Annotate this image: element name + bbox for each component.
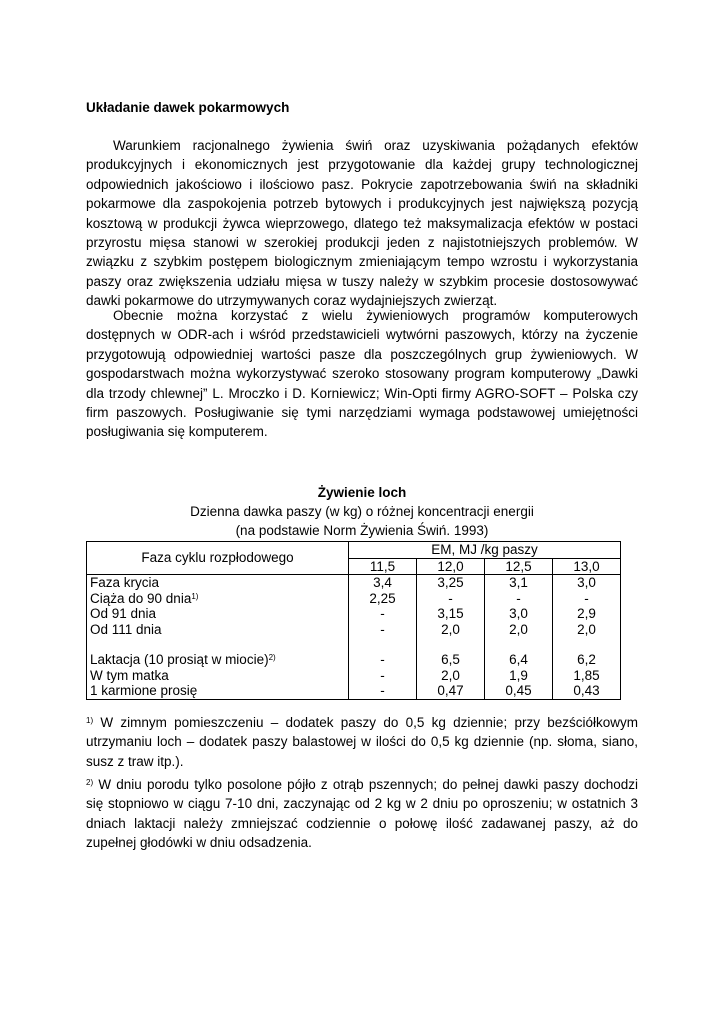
energy-group-header: EM, MJ /kg paszy [349, 542, 621, 559]
phase-column-header: Faza cyklu rozpłodowego [87, 542, 349, 575]
feeding-table [86, 541, 621, 700]
row-label: Ciąża do 90 dnia [90, 590, 192, 606]
paragraph-intro: Warunkiem racjonalnego żywienia świń oraz uzyskiwania pożądanych efektów produkcyjnych i ekonomicznych jest przygotowanie dla każdej grupy technologicznej odpowiednich jakościowo i ilościowo pasz. Pokrycie zapotrzebowania świń na składniki pokarmowe dla zaspokojenia potrzeb bytowych i produkcyjnych jest największą pozycją kosztową w produkcji żywca wieprzowego, dlatego też maksymalizacja efektów w postaci przyrostu mięsa stanowi w szerokiej produkcji jeden z najistotniejszych problemów. W związku z szybkim postępem biologicznym zmieniającym tempo wzrostu i wykorzystania paszy oraz zwiększenia udziału mięsa w tuszy należy w szybkim procesie dostosowywać dawki pokarmowe do utrzymywanych coraz wydajniejszych zwierząt. [86, 138, 638, 309]
footnote-text: W dniu porodu tylko posolone pójło z otrąb pszennych; do pełnej dawki paszy dochodzi się stopniowo w ciągu 7-10 dni, zaczynając od 2 kg w 2 dniu po oproszeniu; w ostatnich 3 dniach laktacji należy zmniejszać codziennie o połowę ilość zadawanej paszy, aż do zupełnej głodówki w dniu odsadzenia. [86, 777, 638, 851]
footnote-ref: 1) [191, 591, 199, 601]
table-subtitle: Dzienna dawka paszy (w kg) o różnej koncentracji energii [190, 504, 534, 519]
footnote-text: W zimnym pomieszczeniu – dodatek paszy do 0,5 kg dziennie; przy bezściółkowym utrzymaniu loch – dodatek paszy balastowej w ilości do 0,5 kg dziennie (np. słoma, siano, susz z traw itp.). [86, 715, 638, 769]
energy-level-header: 12,5 [485, 558, 553, 575]
table-row [87, 622, 621, 638]
table-cell: - [349, 652, 417, 668]
footnote-mark: 2) [86, 778, 94, 787]
table-cell: 1,9 [485, 668, 553, 684]
table-source: (na podstawie Norm Żywienia Świń. 1993) [235, 523, 489, 538]
energy-level-header: 12,0 [417, 558, 485, 575]
footnote-2 [86, 775, 638, 853]
table-row [87, 591, 621, 607]
table-cell: 2,0 [417, 668, 485, 684]
row-label: Od 111 dnia [90, 621, 162, 637]
table-cell: 2,0 [553, 622, 621, 638]
table-cell: - [349, 683, 417, 699]
table-cell: - [553, 591, 621, 607]
table-cell: - [349, 668, 417, 684]
table-title: Żywienie loch [317, 485, 407, 500]
table-cell: 2,9 [553, 606, 621, 622]
row-label: Faza krycia [90, 575, 160, 590]
table-cell: 6,4 [485, 652, 553, 668]
table-cell: - [417, 591, 485, 607]
table-cell: 3,25 [417, 575, 485, 591]
footnote-1 [86, 713, 638, 771]
row-label: 1 karmione prosię [90, 683, 198, 698]
table-cell: 6,2 [553, 652, 621, 668]
table-cell: 2,0 [417, 622, 485, 638]
table-cell: 0,43 [553, 683, 621, 699]
table-cell: - [485, 591, 553, 607]
footnote-mark: 1) [86, 716, 94, 725]
table-cell: - [349, 606, 417, 622]
table-cell: 0,45 [485, 683, 553, 699]
row-label: Laktacja (10 prosiąt w miocie) [90, 652, 269, 667]
row-label: Od 91 dnia [90, 606, 157, 621]
table-cell: - [349, 622, 417, 638]
table-row [87, 575, 621, 591]
table-cell: 2,25 [349, 591, 417, 607]
table-cell: 3,1 [485, 575, 553, 591]
energy-level-header: 11,5 [349, 558, 417, 575]
table-row [87, 668, 621, 684]
row-label: W tym matka [90, 667, 169, 683]
paragraph-software: Obecnie można korzystać z wielu żywieniowych programów komputerowych dostępnych w ODR-ach i wśród przedstawicieli wytwórni paszowych, którzy na życzenie przygotowują odpowiedniej wartości pasze dla poszczególnych grup żywieniowych. W gospodarstwach można wykorzystywać szeroko stosowany program komputerowy „Dawki dla trzody chlewnej” L. Mroczko i D. Korniewicz; Win-Opti firmy AGRO-SOFT – Polska czy firm paszowych. Posługiwanie się tymi narzędziami wymaga podstawowej umiejętności posługiwania się komputerem. [86, 308, 638, 440]
table-row [87, 683, 621, 699]
table-spacer-row [87, 637, 621, 652]
table-cell: 0,47 [417, 683, 485, 699]
footnote-ref: 2) [268, 653, 276, 662]
section-heading: Układanie dawek pokarmowych [86, 100, 290, 115]
table-cell: 2,0 [485, 622, 553, 638]
table-cell: 1,85 [553, 668, 621, 684]
table-cell: 3,15 [417, 606, 485, 622]
table-cell: 3,0 [553, 575, 621, 591]
table-row [87, 652, 621, 668]
table-row [87, 606, 621, 622]
table-cell: 6,5 [417, 652, 485, 668]
table-cell: 3,4 [349, 575, 417, 591]
table-cell: 3,0 [485, 606, 553, 622]
energy-level-header: 13,0 [553, 558, 621, 575]
